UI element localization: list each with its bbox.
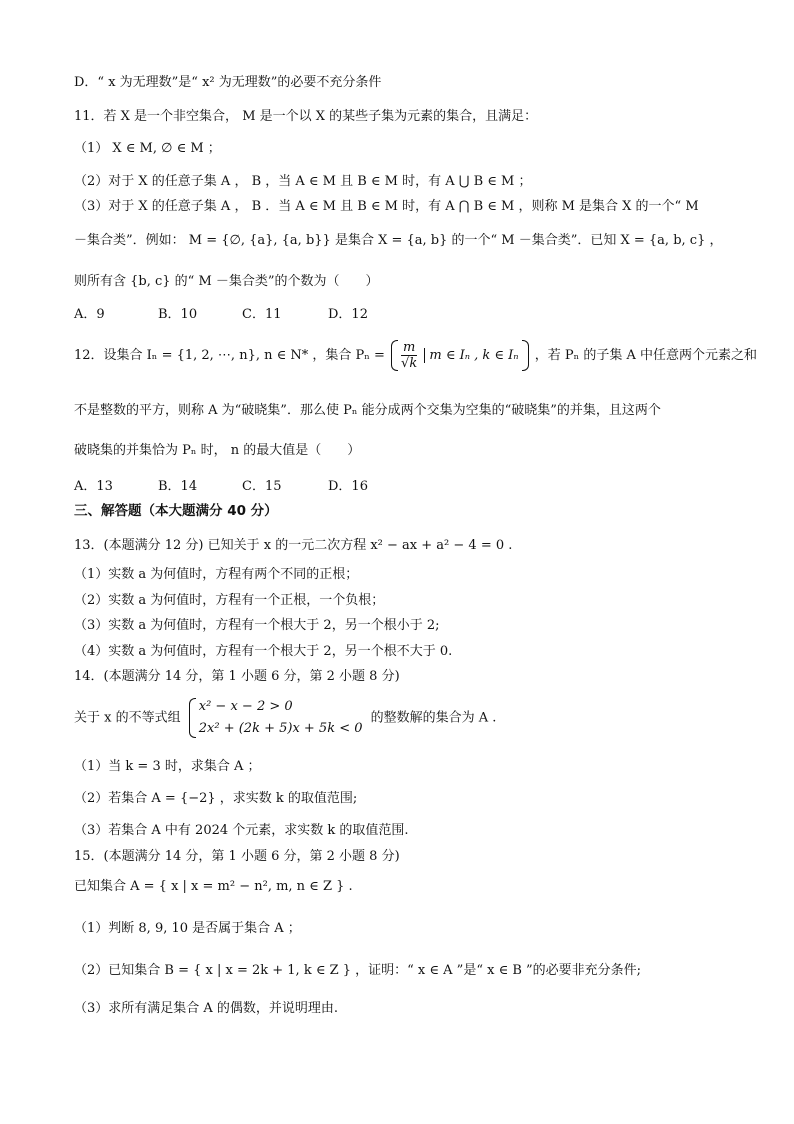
q12-fraction bbox=[401, 340, 417, 371]
q15-set-definition: 已知集合 A = { x | x = m² − n², m, n ∈ Z } . bbox=[74, 879, 353, 894]
q14-system-pre: 关于 x 的不等式组 bbox=[74, 710, 181, 726]
q12-line-2: 不是整数的平方，则称 A 为“破晓集”．那么使 Pₙ 能分成两个交集为空集的“破晓集”的并集，且这两个 bbox=[74, 403, 661, 418]
q14-system-post: 的整数解的集合为 A . bbox=[370, 710, 497, 726]
q15-part-2: （2）已知集合 B = { x | x = 2k + 1, k ∈ Z } ，证明：“ x ∈ A ”是“ x ∈ B ”的必要非充分条件; bbox=[74, 963, 642, 978]
q15-part-3: （3）求所有满足集合 A 的偶数，并说明理由. bbox=[74, 1001, 339, 1016]
q12-line-3: 破晓集的并集恰为 Pₙ 时， n 的最大值是（ ） bbox=[74, 443, 361, 458]
q12-stem-post: ，若 Pₙ 的子集 A 中任意两个元素之和 bbox=[534, 348, 757, 363]
section-3-heading: 三、解答题（本大题满分 40 分） bbox=[74, 503, 278, 519]
q14-part-2: （2）若集合 A = {−2} ，求实数 k 的取值范围; bbox=[74, 791, 358, 806]
q12-option-b: B．14 bbox=[158, 479, 198, 494]
q11-options bbox=[74, 306, 368, 324]
q12-set-condition: m ∈ Iₙ , k ∈ Iₙ bbox=[424, 348, 518, 363]
q14-system bbox=[74, 696, 496, 740]
q11-condition-3a: （3）对于 X 的任意子集 A ， B ．当 A ∈ M 且 B ∈ M 时，有 A ⋂ B ∈ M ，则称 M 是集合 X 的一个“ M bbox=[74, 199, 699, 214]
q12-options bbox=[74, 478, 368, 496]
q12-fraction-num: m bbox=[402, 340, 416, 355]
q15-stem: 15．(本题满分 14 分，第 1 小题 6 分，第 2 小题 8 分) bbox=[74, 849, 400, 864]
q12-option-d: D．16 bbox=[328, 479, 368, 494]
q11-condition-2: （2）对于 X 的任意子集 A ， B ，当 A ∈ M 且 B ∈ M 时，有 A ⋃ B ∈ M ； bbox=[74, 174, 532, 189]
q13-part-1: （1）实数 a 为何值时，方程有两个不同的正根； bbox=[74, 567, 359, 582]
q11-condition-3c: 则所有含 {b, c} 的“ M －集合类”的个数为（ ） bbox=[74, 274, 379, 289]
q11-condition-3b: －集合类”．例如： M = {∅, {a}, {a, b}} 是集合 X = {a, b} 的一个“ M －集合类”．已知 X = {a, b, c} ， bbox=[74, 233, 723, 248]
q13-stem: 13．(本题满分 12 分) 已知关于 x 的一元二次方程 x² − ax + a² − 4 = 0 . bbox=[74, 538, 513, 553]
q14-inequality-2: 2x² + (2k + 5)x + 5k < 0 bbox=[198, 721, 363, 736]
q11-option-d: D．12 bbox=[328, 307, 368, 322]
q12-stem bbox=[74, 340, 757, 371]
q11-option-c: C．11 bbox=[242, 307, 282, 322]
q11-option-b: B．10 bbox=[158, 307, 198, 322]
q14-inequality-1: x² − x − 2 > 0 bbox=[198, 699, 293, 714]
q14-part-1: （1）当 k = 3 时，求集合 A ； bbox=[74, 759, 261, 774]
option-d-text: D．“ x 为无理数”是“ x² 为无理数”的必要不充分条件 bbox=[74, 75, 382, 90]
q13-part-2: （2）实数 a 为何值时，方程有一个正根，一个负根； bbox=[74, 593, 385, 608]
q11-stem: 11．若 X 是一个非空集合， M 是一个以 X 的某些子集为元素的集合，且满足： bbox=[74, 109, 538, 124]
q13-part-3: （3）实数 a 为何值时，方程有一个根大于 2，另一个根小于 2; bbox=[74, 618, 440, 633]
q12-set-braces bbox=[391, 340, 529, 371]
q13-part-4: （4）实数 a 为何值时，方程有一个根大于 2，另一个根不大于 0. bbox=[74, 644, 453, 659]
q14-part-3: （3）若集合 A 中有 2024 个元素，求实数 k 的取值范围. bbox=[74, 823, 409, 838]
q14-inequality-system bbox=[189, 696, 363, 740]
q11-condition-1: （1） X ∈ M, ∅ ∈ M ； bbox=[74, 141, 221, 156]
q12-stem-pre: 12．设集合 Iₙ = {1, 2, ⋯, n}, n ∈ N* ，集合 Pₙ = bbox=[74, 348, 385, 363]
q12-option-a: A．13 bbox=[74, 479, 113, 494]
q14-stem: 14．(本题满分 14 分，第 1 小题 6 分，第 2 小题 8 分) bbox=[74, 669, 400, 684]
q12-option-c: C．15 bbox=[242, 479, 282, 494]
q12-fraction-den: √k bbox=[401, 356, 418, 371]
q15-part-1: （1）判断 8, 9, 10 是否属于集合 A ； bbox=[74, 921, 301, 936]
q11-option-a: A．9 bbox=[74, 307, 105, 322]
